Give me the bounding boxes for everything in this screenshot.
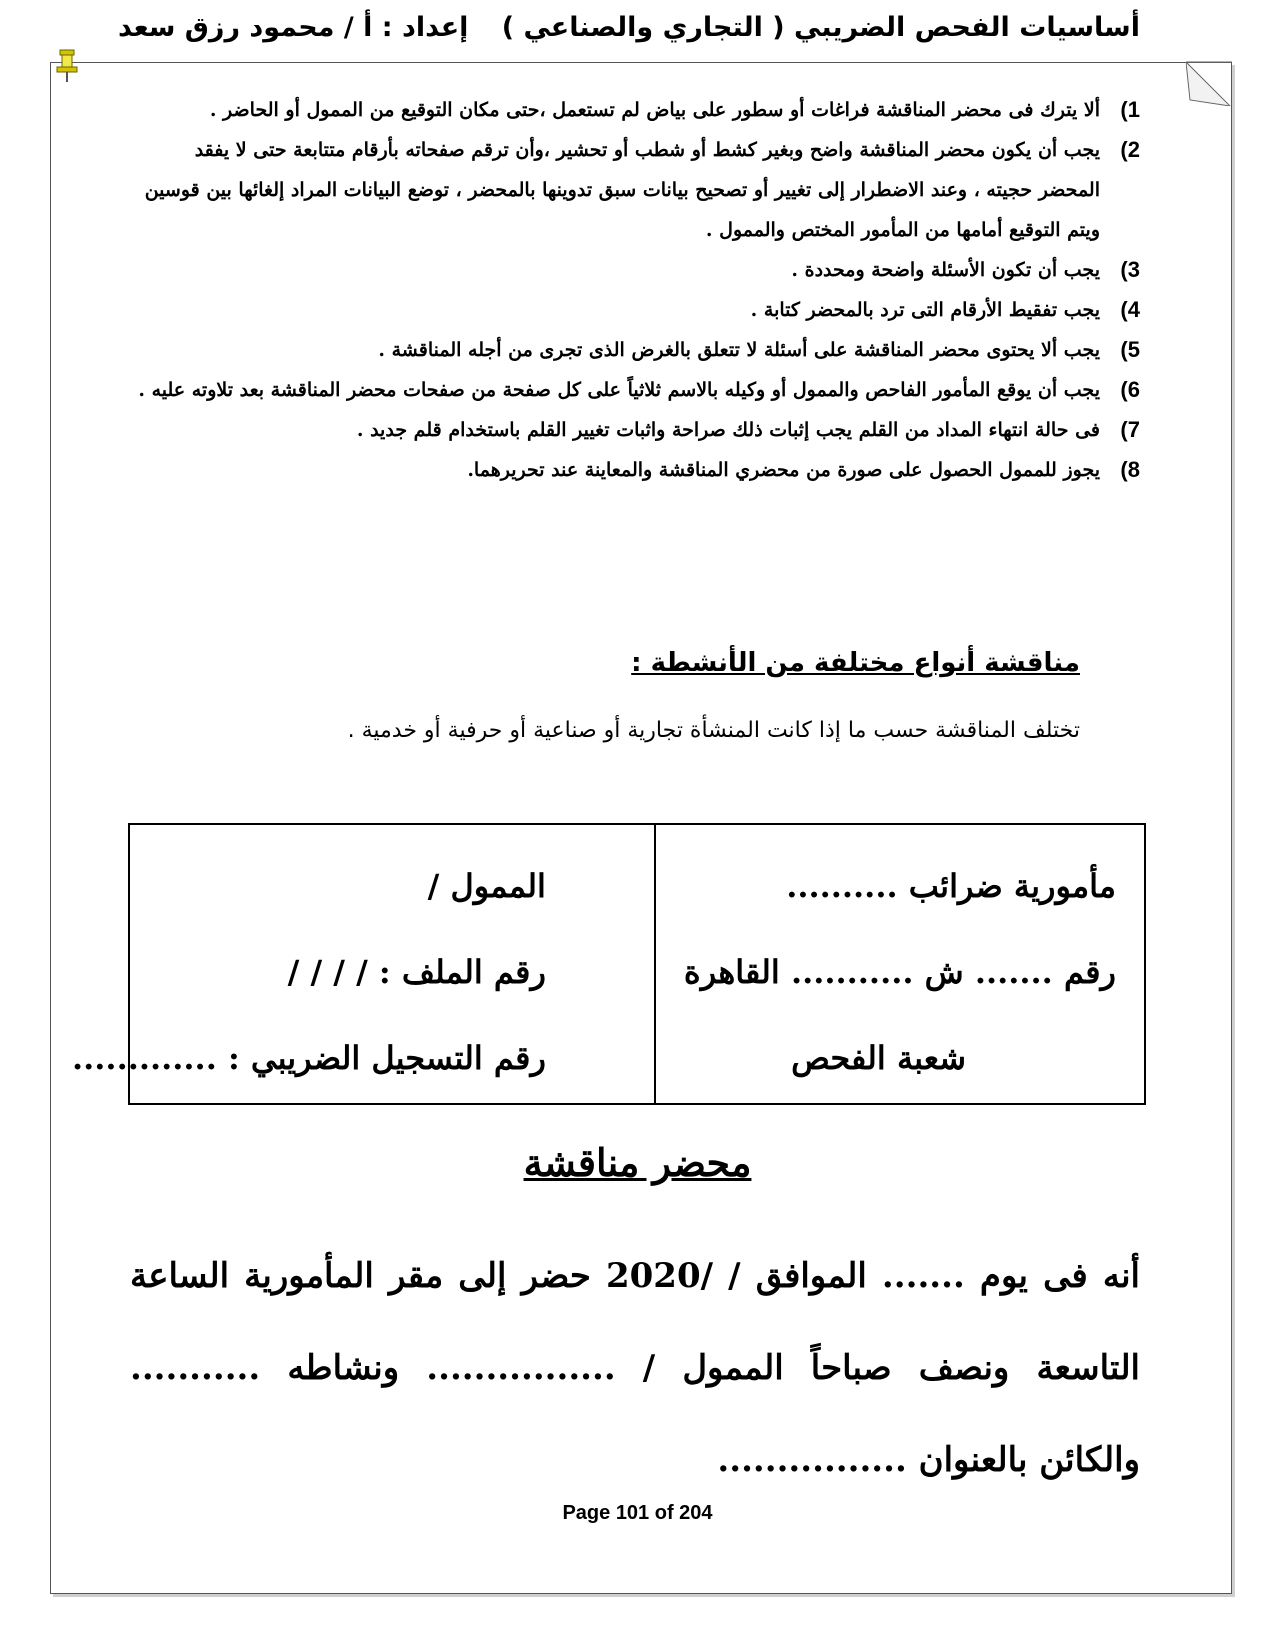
rule-text: ألا يترك فى محضر المناقشة فراغات أو سطور على بياض لم تستعمل ،حتى مكان التوقيع من الممول أو الحاضر . xyxy=(209,99,1100,121)
rule-number: 6) xyxy=(1120,377,1140,402)
tax-office-name: مأمورية ضرائب .......... xyxy=(786,867,1116,905)
rule-text: يجب أن يوقع المأمور الفاحص والممول أو وكيله بالاسم ثلاثياً على كل صفحة من صفحات محضر المناقشة بعد تلاوته عليه . xyxy=(138,379,1100,401)
minutes-title: محضر مناقشة xyxy=(523,1140,752,1185)
rule-item xyxy=(130,250,1140,290)
rule-text: فى حالة انتهاء المداد من القلم يجب إثبات ذلك صراحة واثبات تغيير القلم باستخدام قلم جديد . xyxy=(356,419,1100,441)
tax-office-header-box xyxy=(72,823,1146,1105)
rule-number: 3) xyxy=(1120,257,1140,282)
document-author: إعداد : أ / محمود رزق سعد xyxy=(118,12,469,43)
rule-number: 2) xyxy=(1120,137,1140,162)
taxpayer-column xyxy=(44,825,654,1103)
page-corner-fold-icon xyxy=(1186,60,1232,106)
document-title: أساسيات الفحص الضريبي ( التجاري والصناعي ) xyxy=(501,12,1140,43)
file-number-label: رقم الملف : / / / / xyxy=(287,953,546,991)
rule-item xyxy=(130,290,1140,330)
rule-text: يجب تفقيط الأرقام التى ترد بالمحضر كتابة . xyxy=(750,299,1100,321)
rule-text: يجب أن يكون محضر المناقشة واضح وبغير كشط أو شطب أو تحشير ،وأن ترقم صفحاته بأرقام متتابعة حتى لا يفقد المحضر حجيته ، وعند الاضطرار إلى تغيير أو تصحيح بيانات سبق تدوينها بالمحضر ، توضع البيانات المراد إلغائها بين قوسين ويتم التوقيع أمامها من المأمور المختص والممول . xyxy=(144,139,1100,241)
pushpin-icon xyxy=(52,48,82,84)
rule-item xyxy=(130,370,1140,410)
rule-item xyxy=(130,90,1140,130)
rule-number: 1) xyxy=(1120,97,1140,122)
minutes-body: أنه فى يوم ....... الموافق / /2020 حضر إلى مقر المأمورية الساعة التاسعة ونصف صباحاً الممول / ................ ونشاطه ........... والكائن بالعنوان ................ xyxy=(130,1256,1140,1480)
tax-office-address: رقم ....... ش ........... القاهرة xyxy=(683,953,1116,991)
rule-number: 5) xyxy=(1120,337,1140,362)
rule-text: يجوز للممول الحصول على صورة من محضري المناقشة والمعاينة عند تحريرهما. xyxy=(467,459,1100,481)
rule-number: 7) xyxy=(1120,417,1140,442)
rule-text: يجب ألا يحتوى محضر المناقشة على أسئلة لا تتعلق بالغرض الذى تجرى من أجله المناقشة . xyxy=(378,339,1100,361)
tax-registration-number-label: رقم التسجيل الضريبي : ............. xyxy=(72,1039,546,1077)
rule-item xyxy=(130,130,1140,250)
rule-number: 8) xyxy=(1120,457,1140,482)
tax-office-column xyxy=(654,825,1144,1103)
rule-number: 4) xyxy=(1120,297,1140,322)
rules-list xyxy=(130,90,1140,490)
page-number: Page 101 of 204 xyxy=(562,1502,713,1524)
rule-text: يجب أن تكون الأسئلة واضحة ومحددة . xyxy=(791,259,1100,281)
rule-item xyxy=(130,330,1140,370)
tax-office-division: شعبة الفحص xyxy=(791,1039,966,1077)
section-heading: مناقشة أنواع مختلفة من الأنشطة : xyxy=(631,648,1080,678)
rule-item xyxy=(130,450,1140,490)
taxpayer-name-label: الممول / xyxy=(427,867,546,905)
section-intro: تختلف المناقشة حسب ما إذا كانت المنشأة تجارية أو صناعية أو حرفية أو خدمية . xyxy=(347,718,1080,743)
rule-item xyxy=(130,410,1140,450)
